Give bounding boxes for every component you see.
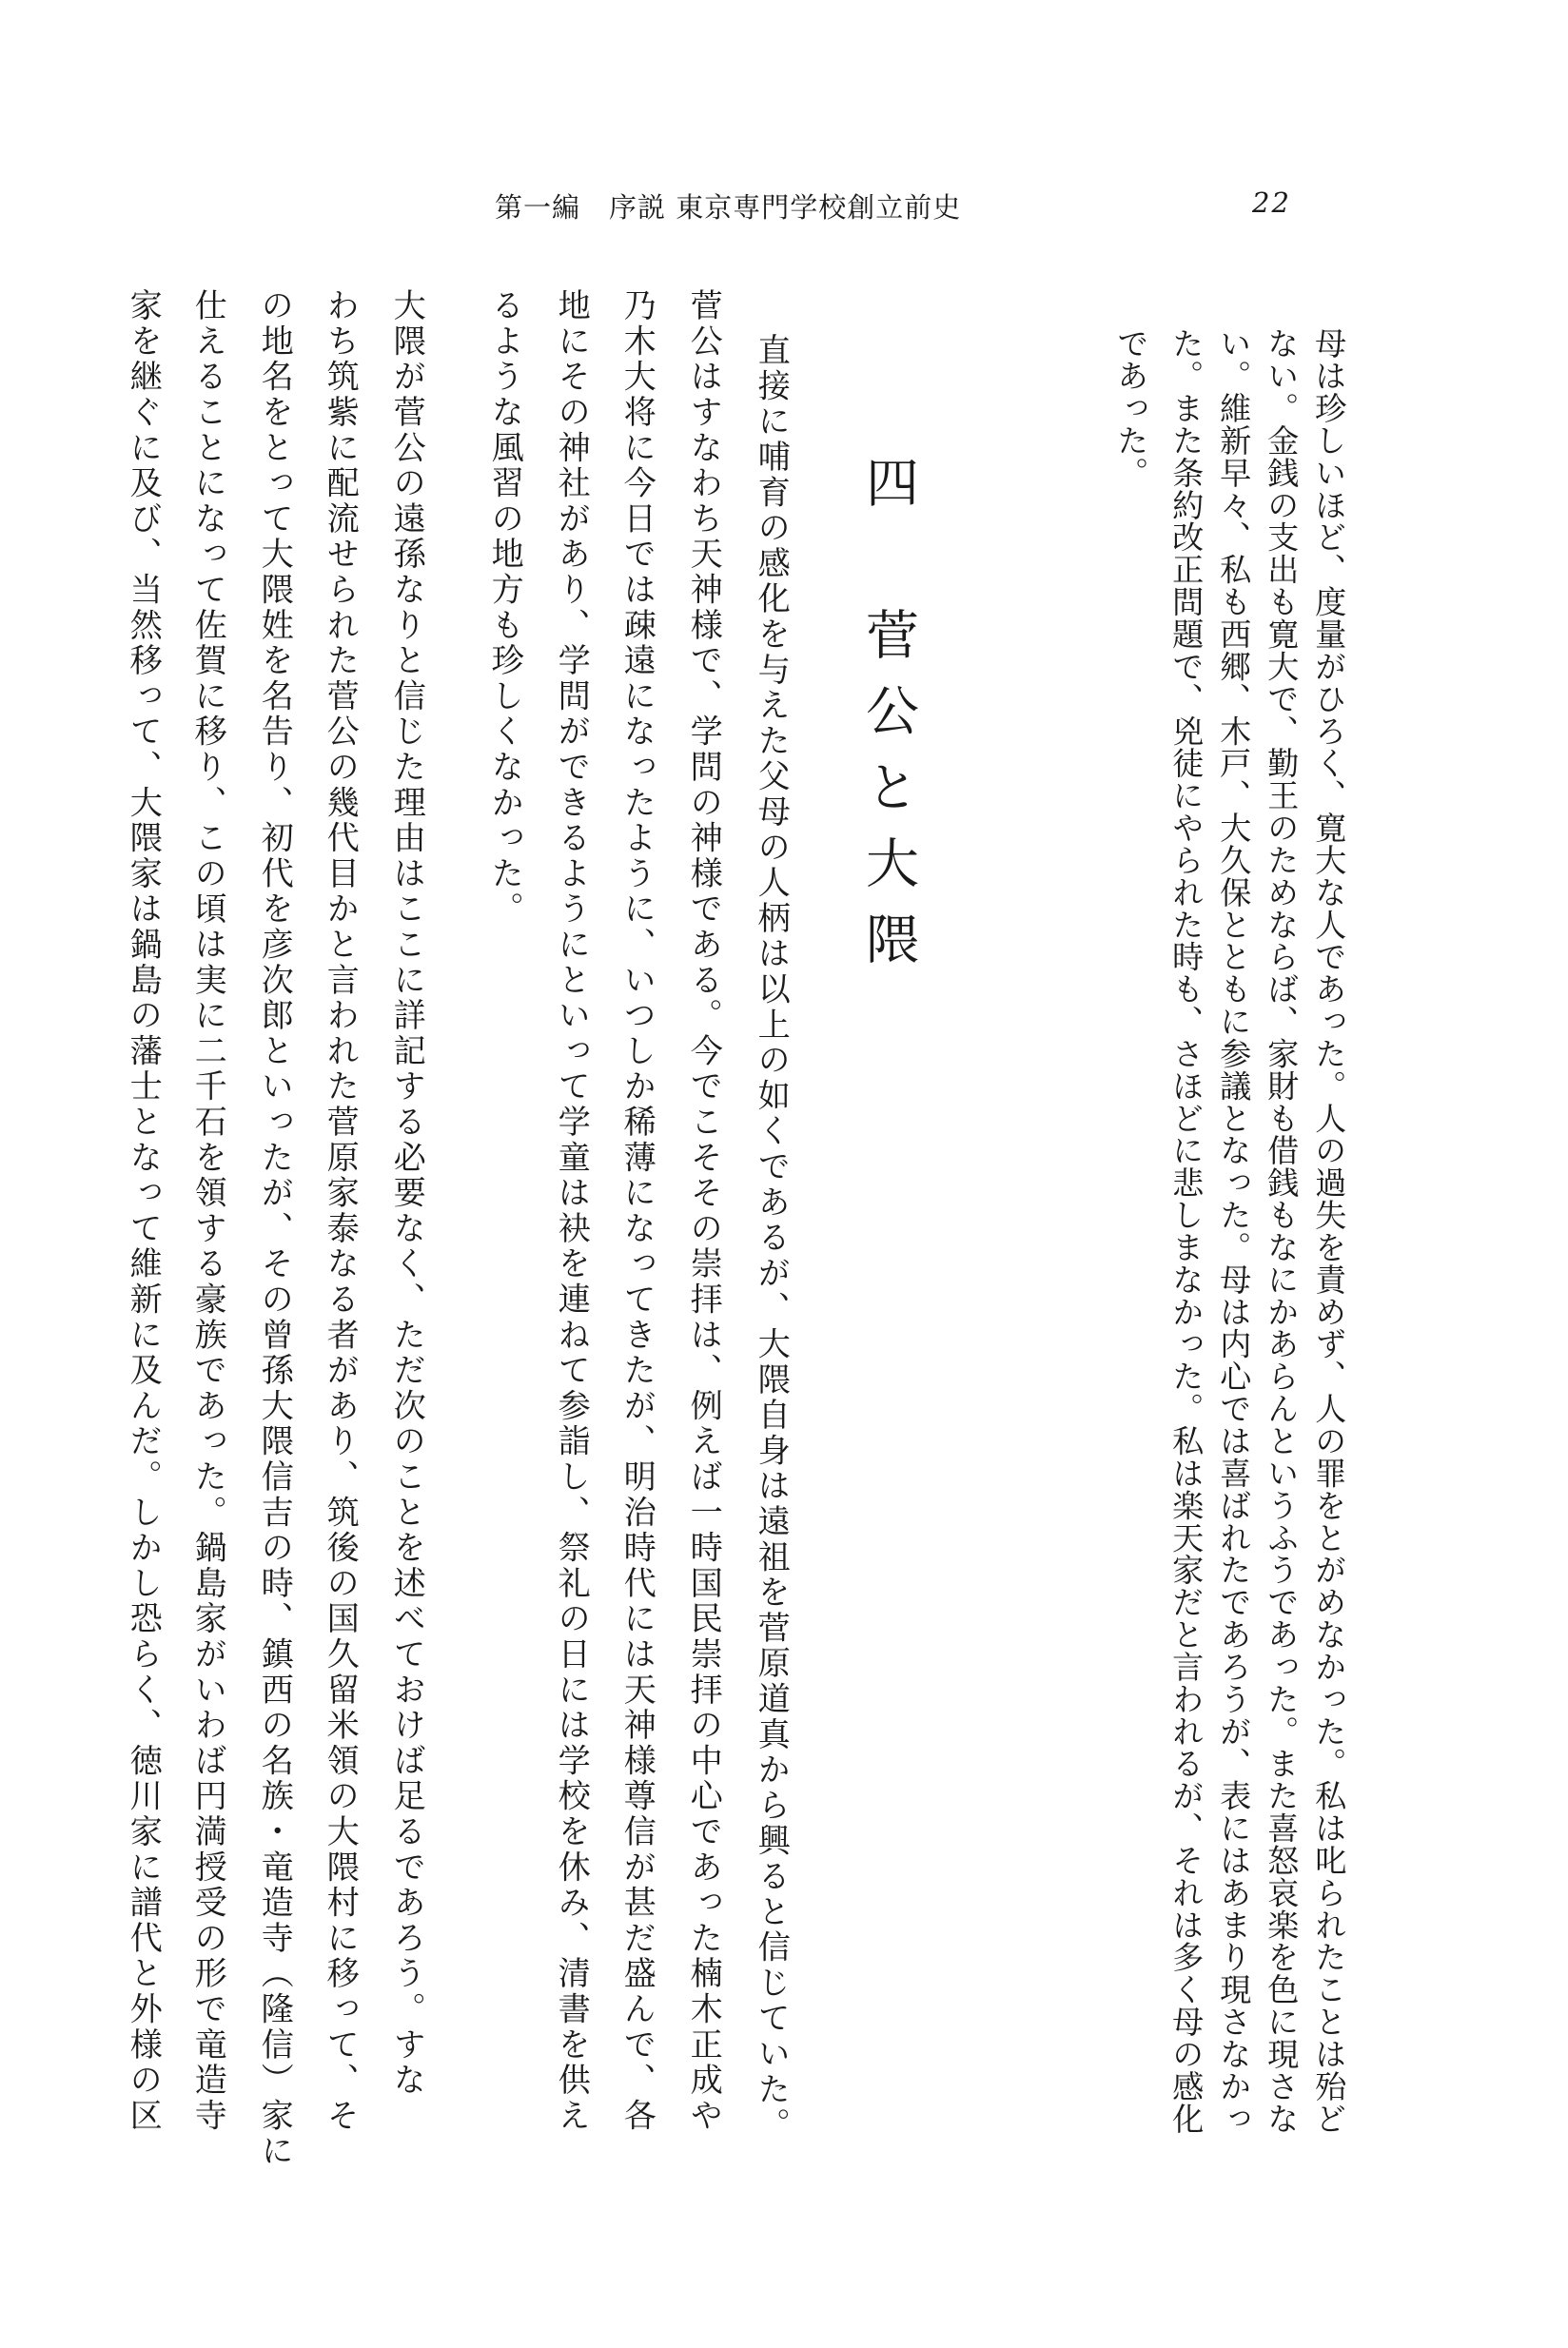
text-column: 母は珍しいほど、度量がひろく、寛大な人であった。人の過失を責めず、人の罪をとがめなかった。私は叱られたことは殆ど	[1310, 327, 1348, 2135]
page-number: 22	[1252, 186, 1291, 219]
text-column: ない。金銭の支出も寛大で、勤王のためならば、家財も借銭もなにかあらんというふうであった。また喜怒哀楽を色に現さな	[1263, 327, 1301, 2135]
text-column: の地名をとって大隈姓を名告り、初代を彦次郎といったが、その曾孫大隈信吉の時、鎮西の名族・竜造寺（隆信）家に	[255, 288, 294, 2169]
text-column: わち筑紫に配流せられた菅公の幾代目かと言われた菅原家泰なる者があり、筑後の国久留米領の大隈村に移って、そ	[321, 288, 360, 2134]
text-column: 地にその神社があり、学問ができるようにといって学童は袂を連ねて参詣し、祭礼の日には学校を休み、清書を供え	[552, 288, 591, 2134]
text-column: た。また条約改正問題で、兇徒にやられた時も、さほどに悲しまなかった。私は楽天家だと言われるが、それは多く母の感化	[1167, 327, 1205, 2135]
running-header: 第一編 序説 東京専門学校創立前史	[495, 191, 962, 224]
text-column: 家を継ぐに及び、当然移って、大隈家は鍋島の藩士となって維新に及んだ。しかし恐らく、徳川家に譜代と外様の区	[124, 288, 163, 2134]
text-column: 仕えることになって佐賀に移り、この頃は実に二千石を領する豪族であった。鍋島家がいわば円満授受の形で竜造寺	[188, 288, 227, 2134]
text-column: であった。	[1112, 327, 1150, 489]
text-column: るような風習の地方も珍しくなかった。	[485, 288, 524, 928]
text-column: 直接に哺育の感化を与えた父母の人柄は以上の如くであるが、大隈自身は遠祖を菅原道真から興ると信じていた。	[752, 333, 791, 2143]
text-column: 大隈が菅公の遠孫なりと信じた理由はここに詳記する必要なく、ただ次のことを述べておけば足るであろう。すな	[387, 288, 426, 2099]
text-column: 菅公はすなわち天神様で、学問の神様である。今でこそその崇拝は、例えば一時国民崇拝の中心であった楠木正成や	[684, 288, 723, 2134]
text-column: い。維新早々、私も西郷、木戸、大久保とともに参議となった。母は内心では喜ばれたであろうが、表にはあまり現さなかっ	[1215, 327, 1253, 2135]
text-column: 乃木大将に今日では疎遠になったように、いつしか稀薄になってきたが、明治時代には天神様尊信が甚だ盛んで、各	[617, 288, 657, 2134]
section-heading: 四 菅公と大隈	[857, 455, 919, 988]
